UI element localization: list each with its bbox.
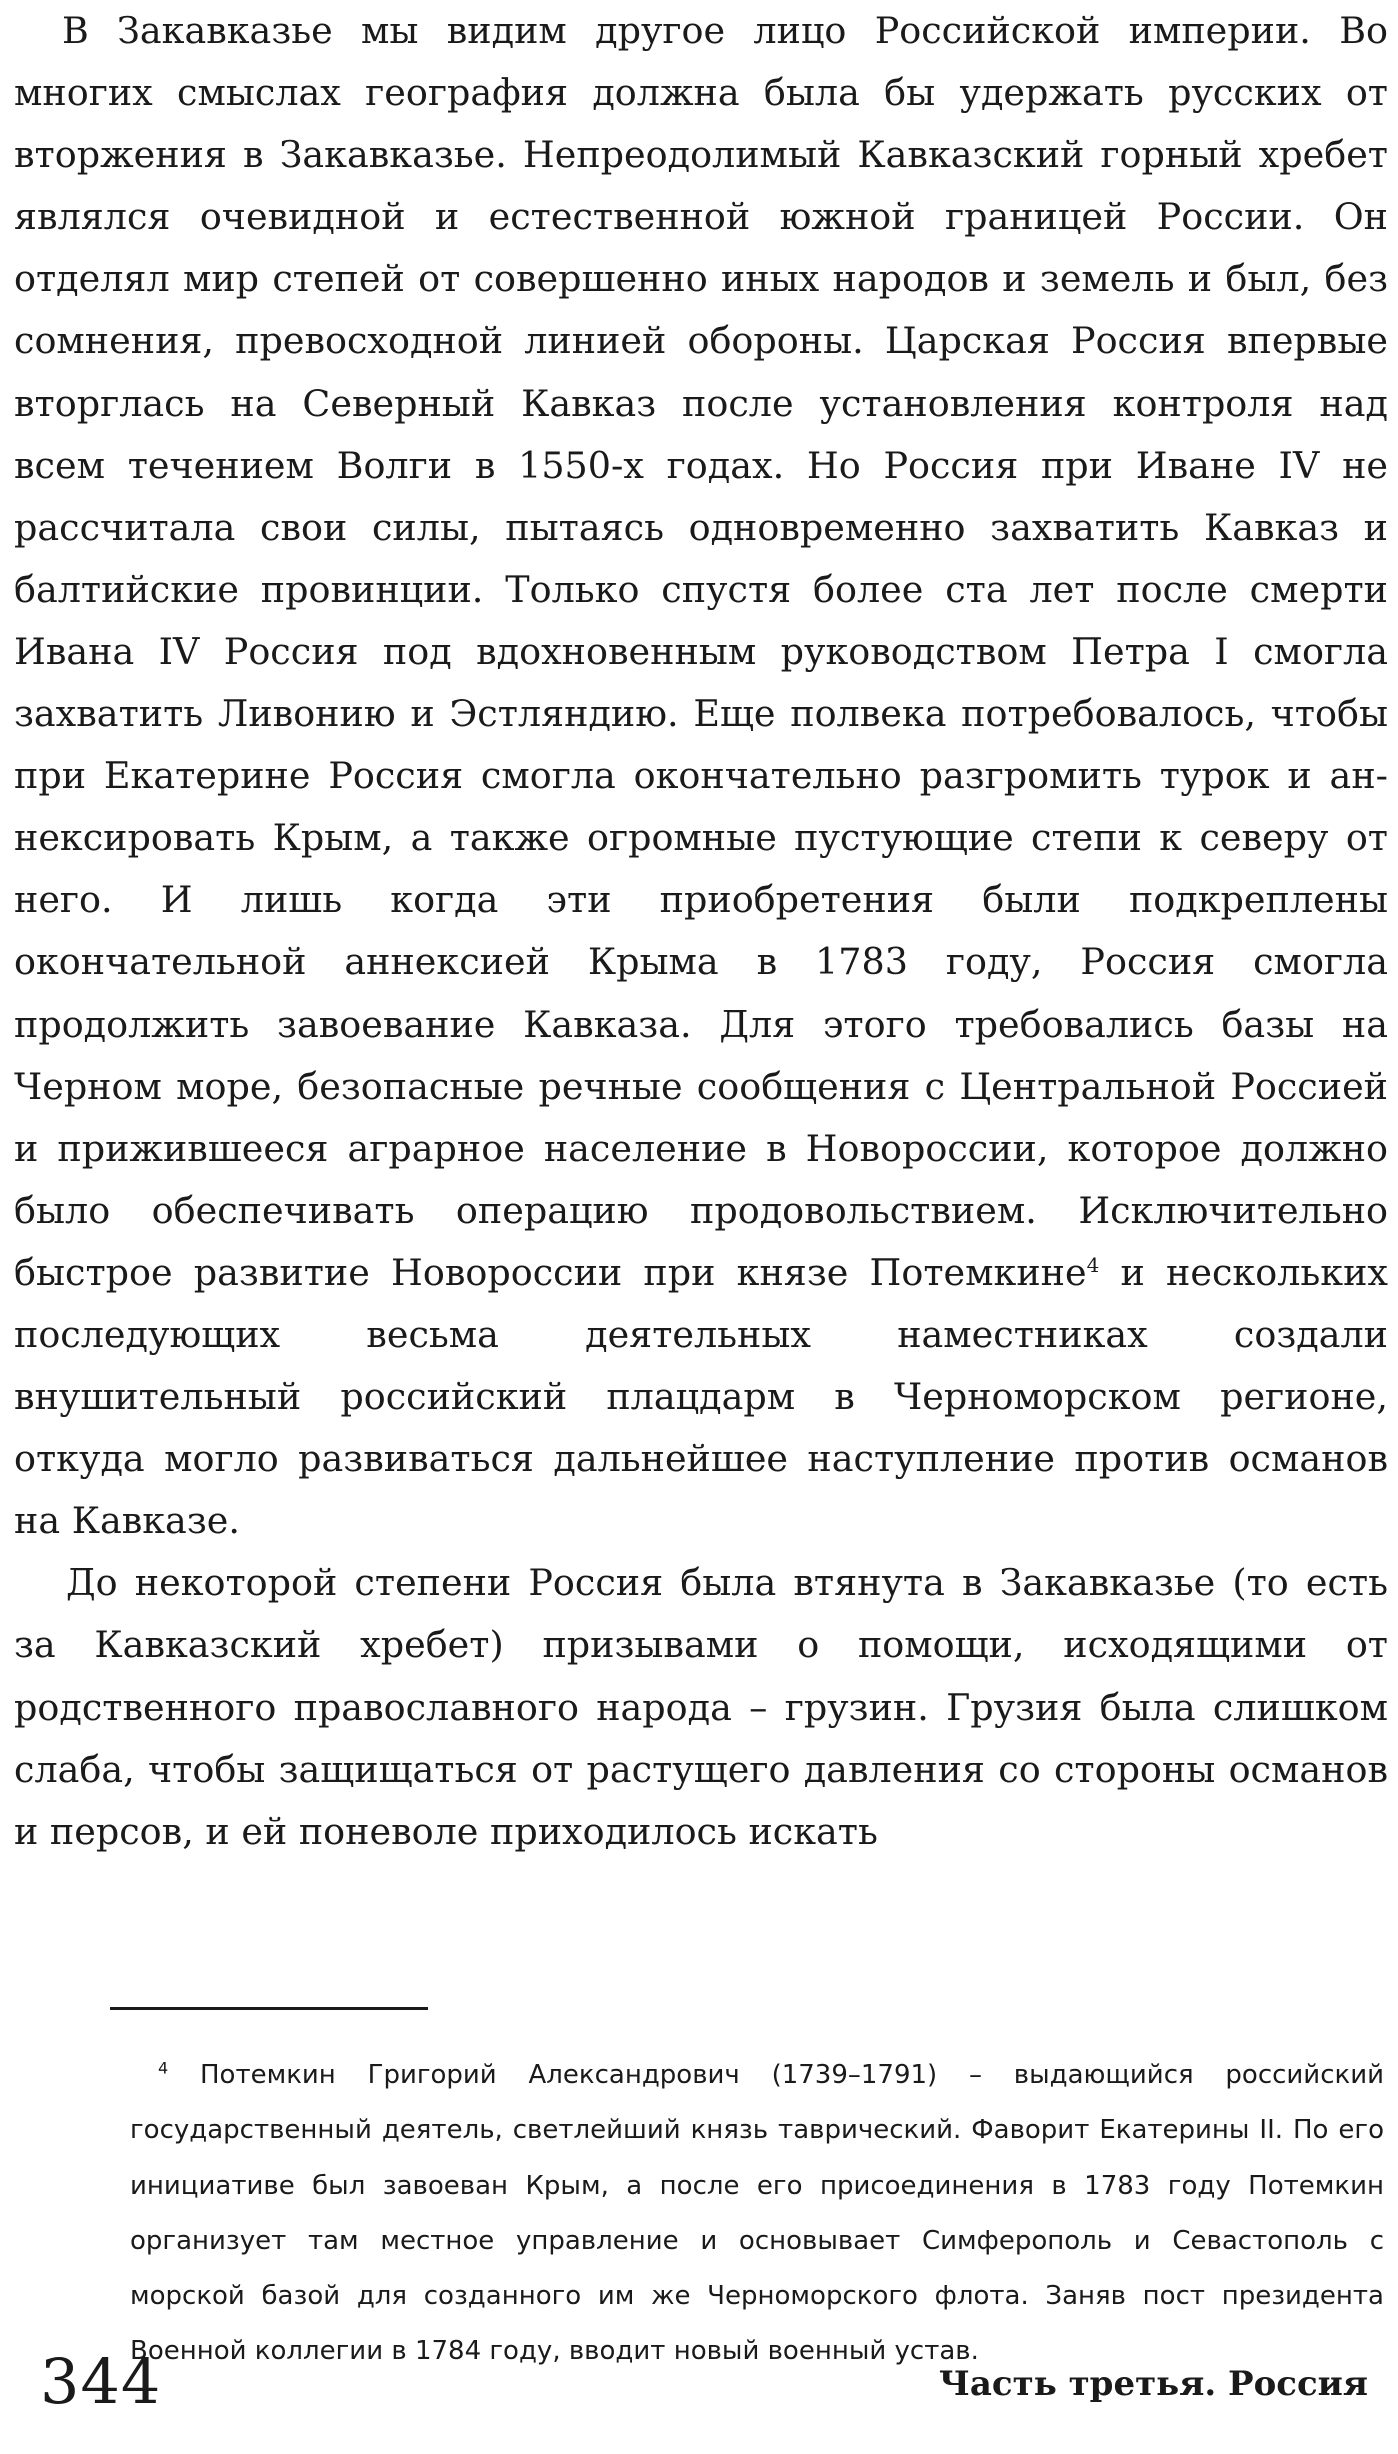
running-footer-title: Часть третья. Россия <box>938 2364 1368 2404</box>
main-text <box>14 0 1388 1863</box>
footnote-text: Потемкин Григорий Александрович (1739–1791) – выдающийся российский государственный деятель, светлейший князь таврический. Фаворит Екатерины II. По его инициативе был завоеван Крым, а после его присоединения в 1783 году Потемкин организует там местное управление и основывает Симферополь и Севастополь с морской базой для созданного им же Черноморского флота. Заняв пост президента Военной коллегии в 1784 году, вводит новый военный устав. <box>130 2060 1384 2367</box>
footnote-4 <box>130 2048 1384 2380</box>
footnote-divider <box>110 2007 428 2010</box>
footnote-marker: 4 <box>158 2058 169 2078</box>
paragraph-2: До некоторой степени Россия была втянута в Закавказье (то есть за Кавказский хребет) призывами о помощи, исходящими от родственного православного народа – грузин. Грузия была слишком слаба, чтобы защищаться от растущего давления со стороны османов и персов, и ей поневоле приходилось искать <box>14 1561 1388 1853</box>
footnote-reference-4[interactable]: 4 <box>1086 1252 1100 1277</box>
paragraph-1 <box>14 0 1388 1552</box>
paragraph-1-part-1: В Закавказье мы видим другое лицо Российской империи. Во многих смыслах география должна была бы удержать русских от вторжения в Закавказье. Непреодолимый Кавказский горный хребет являлся очевидной и естественной южной границей России. Он отделял мир степей от совершенно иных народов и земель и был, без сомнения, превосходной линией обороны. Царская Россия впервые вторглась на Северный Кавказ после установления контроля над всем течением Волги в 1550-х годах. Но Россия при Иване IV не рассчитала свои силы, пытаясь одновременно захватить Кавказ и балтийские провинции. Только спустя более ста лет после смерти Ивана IV Россия под вдохновенным руководством Петра I смогла захватить Ливонию и Эстляндию. Еще полвека потребовалось, чтобы при Екатерине Россия смогла окончательно разгромить турок и аннексировать Крым, а также огромные пустующие степи к северу от него. И лишь когда эти приобретения были подкреплены окончательной аннексией Крыма в 1783 году, Россия смогла продолжить завоевание Кавказа. Для этого требовались базы на Черном море, безопасные речные сообщения с Центральной Россией и прижившееся аграрное население в Новороссии, которое должно было обеспечивать операцию продовольствием. Исключительно быстрое развитие Новороссии при князе Потемкине <box>14 9 1388 1294</box>
paragraph-1-part-2: и нескольких последующих весьма деятельных наместниках создали внушительный российский плацдарм в Черноморском регионе, откуда могло развиваться дальнейшее наступление против османов на Кавказе. <box>14 1250 1388 1543</box>
page-number: 344 <box>40 2345 162 2418</box>
